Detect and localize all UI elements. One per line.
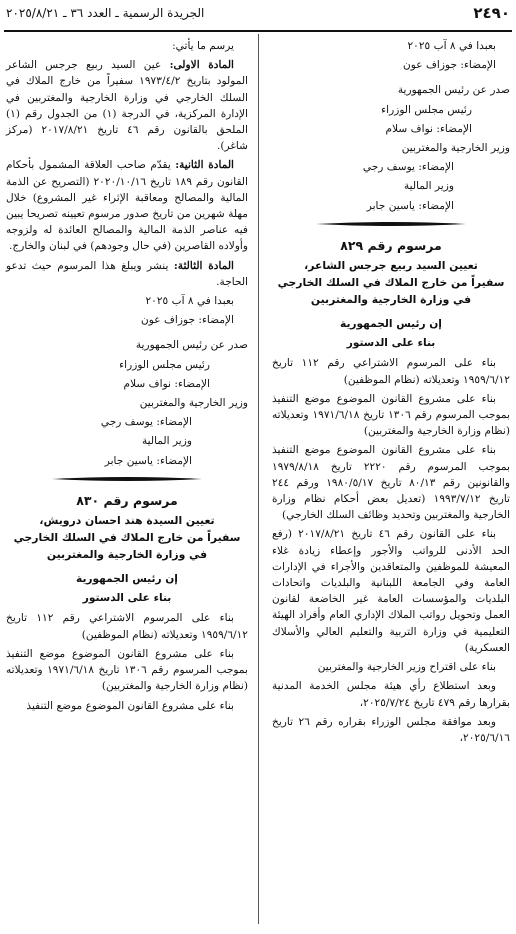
article-2-label: المادة الثانية: — [175, 159, 234, 172]
signature-president: الإمضاء: جوزاف عون — [403, 59, 496, 72]
header-rule — [4, 30, 512, 32]
recital: بناء على المرسوم الاشتراعي رقم ١١٢ تاريخ ١٩٥٩/٦/١٢ وتعديلاته (نظام الموظفين) — [6, 612, 248, 641]
recital: بناء على المرسوم الاشتراعي رقم ١١٢ تاريخ ١٩٥٩/٦/١٢ وتعديلاته (نظام الموظفين) — [272, 357, 510, 386]
decree-subject — [272, 257, 510, 308]
page-header — [4, 2, 512, 26]
decree-title: مرسوم رقم ٨٣٠ — [76, 492, 178, 508]
decree-subject-line: في وزارة الخارجية والمغتربين — [310, 293, 472, 307]
signature-fm: الإمضاء: يوسف رجي — [362, 161, 454, 174]
decree-title: مرسوم رقم ٨٢٩ — [340, 237, 442, 253]
decree-subject-line: تعيين السيدة هند احسان درويش، — [39, 514, 215, 528]
signature-pm: الإمضاء: نواف سلام — [123, 377, 210, 390]
signature-pm: الإمضاء: نواف سلام — [385, 122, 472, 135]
recital: بناء على مشروع القانون الموضوع موضع التنفيذ بموجب المرسوم رقم ١٣٠٦ تاريخ ١٩٧١/٦/١٨ وتعديلاته (نظام وزارة الخارجية والمغتربين) — [6, 647, 248, 693]
recital: بناء على القانون رقم ٤٦ تاريخ ٢٠١٧/٨/٢١ (رفع الحد الأدنى للرواتب والأجور وإعطاء زيادة غلاء المعيشة للموظفين والمتعاقدين والأجراء في الإدارات العامة وفي الجامعة اللبنانية والبلديات واتحادات البلديات والمؤسسات العامة غير الخاضعة لقانون العمل وتحويل رواتب الملاك الإداري العام وأفراد الهيئة التعليمية في وزارة التربية والتعليم العالي والأسلاك العسكرية) — [272, 528, 510, 654]
article-2 — [6, 157, 248, 254]
right-column — [272, 38, 510, 749]
fm-title: وزير الخارجية والمغتربين — [139, 397, 248, 410]
decree-date: بعبدا في ٨ آب ٢٠٢٥ — [407, 40, 496, 52]
finance-title: وزير المالية — [403, 180, 454, 193]
decree-date: بعبدا في ٨ آب ٢٠٢٥ — [145, 295, 234, 308]
section-divider — [52, 475, 202, 483]
decree-subject — [6, 512, 248, 563]
page-number: ٢٤٩٠ — [473, 4, 510, 22]
article-1 — [6, 57, 248, 154]
recital: وبعد استطلاع رأي هيئة مجلس الخدمة المدنية بقرارها رقم ٤٧٩ تاريخ ٢٠٢٥/٧/٢٤، — [272, 680, 510, 709]
constitution-heading: بناء على الدستور — [346, 337, 436, 350]
section-divider — [316, 220, 466, 228]
article-1-label: المادة الاولى: — [169, 59, 234, 72]
decree-subject-line: سفيراً من خارج الملاك في السلك الخارجي — [277, 276, 505, 290]
signature-president: الإمضاء: جوزاف عون — [141, 314, 234, 327]
pm-title: رئيس مجلس الوزراء — [119, 358, 210, 371]
signature-fm: الإمضاء: يوسف رجي — [100, 416, 192, 429]
signature-finance: الإمضاء: ياسين جابر — [366, 199, 454, 212]
president-heading: إن رئيس الجمهورية — [76, 573, 178, 586]
article-1-text: عين السيد ربيع جرجس الشاعر المولود بتاريخ ١٩٧٣/٤/٢ سفيراً من خارج الملاك في السلك الخارجي في وزارة الخارجية والمغتربين في الإدارة المركزية، في الدرجة (١) من الجدول رقم (١) الملحق بالقانون رقم ٤٦ تاريخ ٢٠١٧/٨/٢١ (مركز شاغر). — [6, 59, 249, 153]
column-divider — [258, 34, 259, 924]
fm-title: وزير الخارجية والمغتربين — [401, 142, 510, 155]
left-column — [6, 38, 248, 717]
issued-by: صدر عن رئيس الجمهورية — [135, 339, 248, 352]
constitution-heading: بناء على الدستور — [82, 592, 172, 605]
pm-title: رئيس مجلس الوزراء — [381, 103, 472, 116]
article-3-text: ينشر ويبلغ هذا المرسوم حيث تدعو الحاجة. — [6, 259, 248, 288]
recital: بناء على اقتراح وزير الخارجية والمغتربين — [317, 661, 496, 674]
recital: بناء على مشروع القانون الموضوع موضع التنفيذ — [26, 699, 234, 712]
decree-subject-line: تعيين السيد ربيع جرجس الشاعر، — [304, 259, 478, 273]
article-3-label: المادة الثالثة: — [173, 259, 235, 272]
decree-subject-line: سفيراً من خارج الملاك في السلك الخارجي — [13, 531, 241, 545]
issued-by: صدر عن رئيس الجمهورية — [397, 84, 510, 97]
signature-finance: الإمضاء: ياسين جابر — [104, 454, 192, 467]
recital: وبعد موافقة مجلس الوزراء بقراره رقم ٢٦ تاريخ ٢٠٢٥/٦/١٦، — [272, 715, 510, 744]
finance-title: وزير المالية — [141, 435, 192, 448]
recital: بناء على مشروع القانون الموضوع موضع التنفيذ بموجب المرسوم رقم ١٣٠٦ تاريخ ١٩٧١/٦/١٨ وتعديلاته (نظام وزارة الخارجية والمغتربين) — [272, 392, 510, 438]
journal-issue: الجريدة الرسمية ـ العدد ٣٦ ـ ٢٠٢٥/٨/٢١ — [6, 6, 205, 20]
decrees-line: يرسم ما يأتي: — [172, 40, 234, 52]
president-heading: إن رئيس الجمهورية — [340, 318, 442, 331]
decree-subject-line: في وزارة الخارجية والمغتربين — [46, 548, 208, 562]
recital: بناء على مشروع القانون الموضوع موضع التنفيذ بموجب المرسوم رقم ٢٢٢٠ تاريخ ١٩٧٩/٨/١٨ والقانونين رقم ٨٠/١٣ تاريخ ١٩٨٠/٥/١٧ ورقم ٢٤٤ تاريخ ١٩٩٣/٧/١٢ (تعديل بعض أحكام نظام وزارة الخارجية والمغتربين وتحديد وظائف السلك الخارجي) — [272, 444, 511, 522]
article-3 — [6, 258, 248, 290]
article-2-text: يقدّم صاحب العلاقة المشمول بأحكام القانون رقم ١٨٩ تاريخ ٢٠٢٠/١٠/١٦ (التصريح عن الذمة المالية والمصالح ومعاقبة الإثراء غير المشروع) خلال مهلة شهرين من تاريخ صدور مرسوم تعيينه تصريحا يبين فيه عناصر الذمة المالية والمصالح العائدة له ولزوجه وأولاده القاصرين (في حال وجودهم) في لبنان والخارج. — [6, 159, 248, 253]
